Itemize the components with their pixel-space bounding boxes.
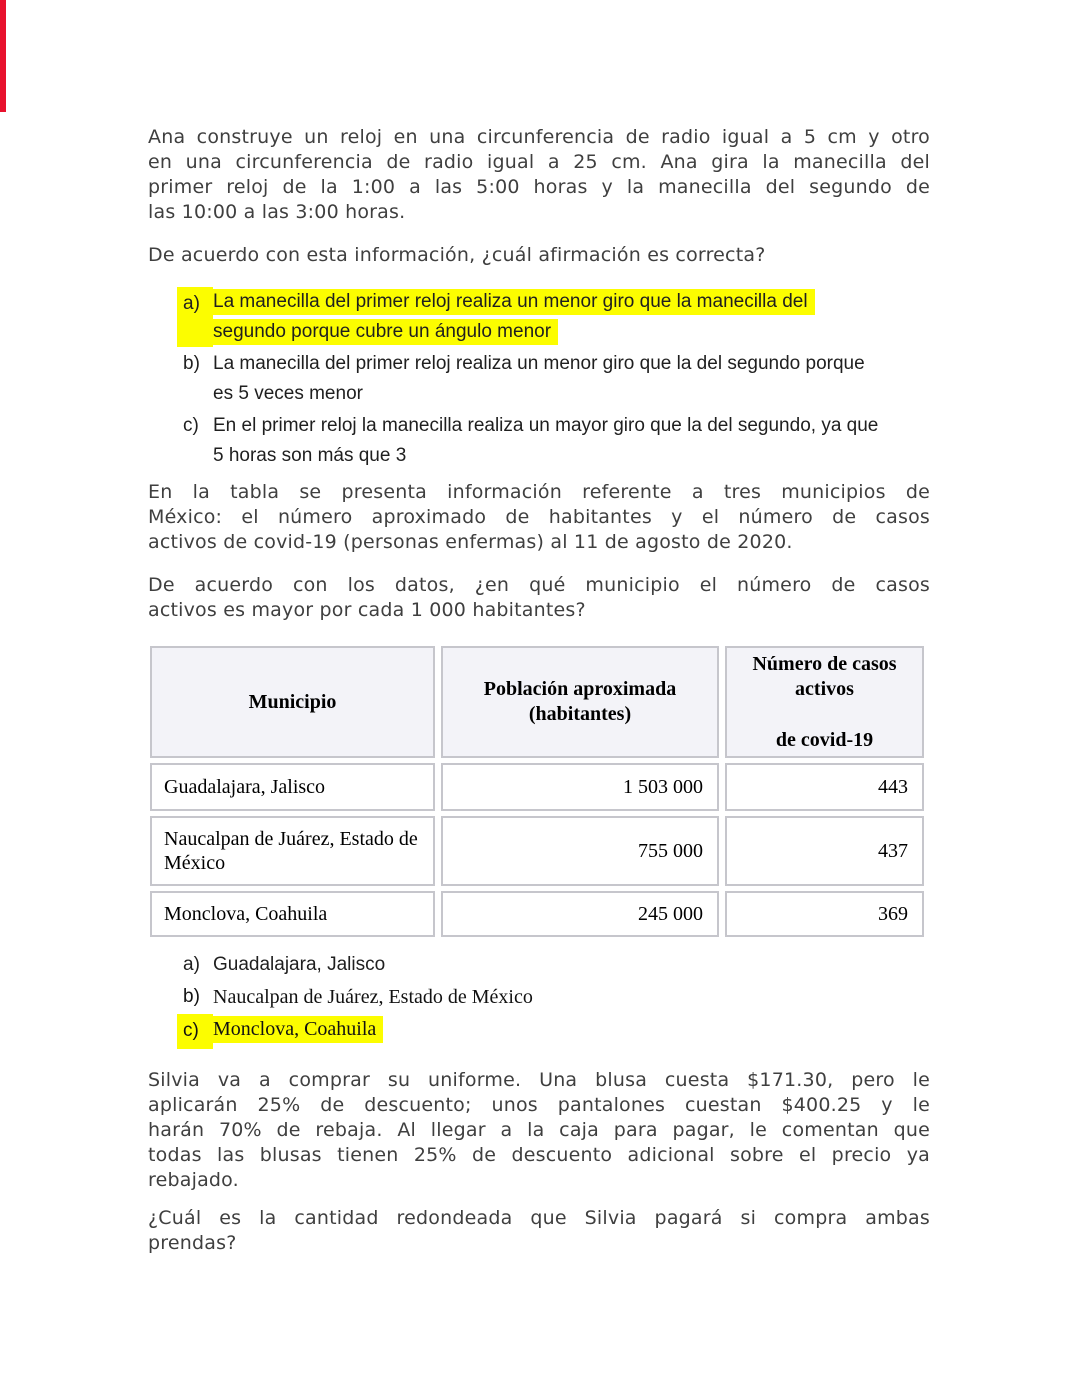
text-line: La manecilla del primer reloj realiza un menor giro que la del segundo porque: [213, 353, 865, 374]
option-a-marker: a): [177, 287, 213, 347]
question2-prompt: [148, 573, 930, 623]
header-municipio: Municipio: [150, 646, 435, 758]
text-line: es 5 veces menor: [213, 383, 363, 404]
text-line: prendas?: [148, 1232, 237, 1254]
option-c-highlighted: [148, 1014, 930, 1049]
option-c-marker: c): [183, 415, 199, 436]
text-line: harán 70% de rebaja. Al llegar a la caja para pagar, le comentan que: [148, 1119, 930, 1141]
option-c-text: [213, 1014, 930, 1049]
cell-poblacion: 1 503 000: [441, 763, 719, 811]
text-line: aplicarán 25% de descuento; unos pantalones cuestan $400.25 y le: [148, 1094, 930, 1116]
option-a-text: [213, 950, 930, 980]
option-a-text: [213, 287, 930, 347]
text-line: segundo porque cubre un ángulo menor: [213, 317, 930, 347]
text-line: México: el número aproximado de habitantes y el número de casos: [148, 506, 930, 528]
text-line: activos de covid-19 (personas enfermas) al 11 de agosto de 2020.: [148, 531, 793, 553]
option-b-text: [213, 349, 930, 409]
text-line: Monclova, Coahuila: [213, 1014, 930, 1044]
option-a: [148, 950, 930, 980]
cell-municipio: Guadalajara, Jalisco: [150, 763, 435, 811]
option-b-text: [213, 982, 930, 1012]
option-a-marker: a): [183, 954, 200, 975]
question3-intro-paragraph: [148, 1068, 930, 1193]
question3-prompt: [148, 1206, 930, 1256]
text-line: Naucalpan de Juárez, Estado de México: [213, 986, 533, 1008]
question1-options: [148, 287, 930, 471]
text-line: en una circunferencia de radio igual a 25 cm. Ana gira la manecilla del: [148, 151, 930, 173]
cell-municipio: Naucalpan de Juárez, Estado de México: [150, 816, 435, 886]
cell-casos: 437: [725, 816, 924, 886]
option-c: [148, 411, 930, 471]
header-casos: [725, 646, 924, 758]
document-page: [148, 0, 930, 1256]
option-b: [148, 349, 930, 409]
text-line: primer reloj de la 1:00 a las 5:00 horas y la manecilla del segundo de: [148, 176, 930, 198]
table-row: [150, 763, 924, 811]
question1-intro-paragraph: [148, 125, 930, 225]
question1-prompt: De acuerdo con esta información, ¿cuál afirmación es correcta?: [148, 244, 766, 266]
text-line: las 10:00 a las 3:00 horas.: [148, 201, 406, 223]
cell-casos: 443: [725, 763, 924, 811]
red-marker-bar: [0, 0, 6, 112]
text-line: Guadalajara, Jalisco: [213, 954, 386, 975]
text-line: Silvia va a comprar su uniforme. Una blusa cuesta $171.30, pero le: [148, 1069, 930, 1091]
question2-options: [148, 950, 930, 1049]
table-header-row: [150, 646, 924, 758]
municipios-table: [144, 641, 930, 942]
text-line: En el primer reloj la manecilla realiza un mayor giro que la del segundo, ya que: [213, 415, 879, 436]
header-casos-line1: Número de casos activos: [752, 652, 897, 700]
text-line: De acuerdo con los datos, ¿en qué municipio el número de casos: [148, 574, 930, 596]
header-poblacion: Población aproximada (habitantes): [441, 646, 719, 758]
header-casos-line2: de covid-19: [775, 728, 874, 751]
text-line: Ana construye un reloj en una circunferencia de radio igual a 5 cm y otro: [148, 126, 930, 148]
option-b: [148, 982, 930, 1012]
text-line: 5 horas son más que 3: [213, 445, 407, 466]
option-b-marker: b): [183, 353, 200, 374]
text-line: ¿Cuál es la cantidad redondeada que Silvia pagará si compra ambas: [148, 1207, 930, 1229]
text-line: rebajado.: [148, 1169, 239, 1191]
cell-municipio: Monclova, Coahuila: [150, 891, 435, 937]
question2-intro-paragraph: [148, 480, 930, 555]
cell-poblacion: 245 000: [441, 891, 719, 937]
option-b-marker: b): [183, 986, 200, 1007]
text-line: La manecilla del primer reloj realiza un menor giro que la manecilla del: [213, 287, 930, 317]
text-line: todas las blusas tienen 25% de descuento adicional sobre el precio ya: [148, 1144, 930, 1166]
text-line: activos es mayor por cada 1 000 habitantes?: [148, 599, 586, 621]
option-c-text: [213, 411, 930, 471]
option-a-highlighted: [148, 287, 930, 347]
cell-casos: 369: [725, 891, 924, 937]
option-c-marker: c): [177, 1014, 213, 1049]
cell-poblacion: 755 000: [441, 816, 719, 886]
table-row: [150, 891, 924, 937]
table-row: [150, 816, 924, 886]
text-line: En la tabla se presenta información referente a tres municipios de: [148, 481, 930, 503]
